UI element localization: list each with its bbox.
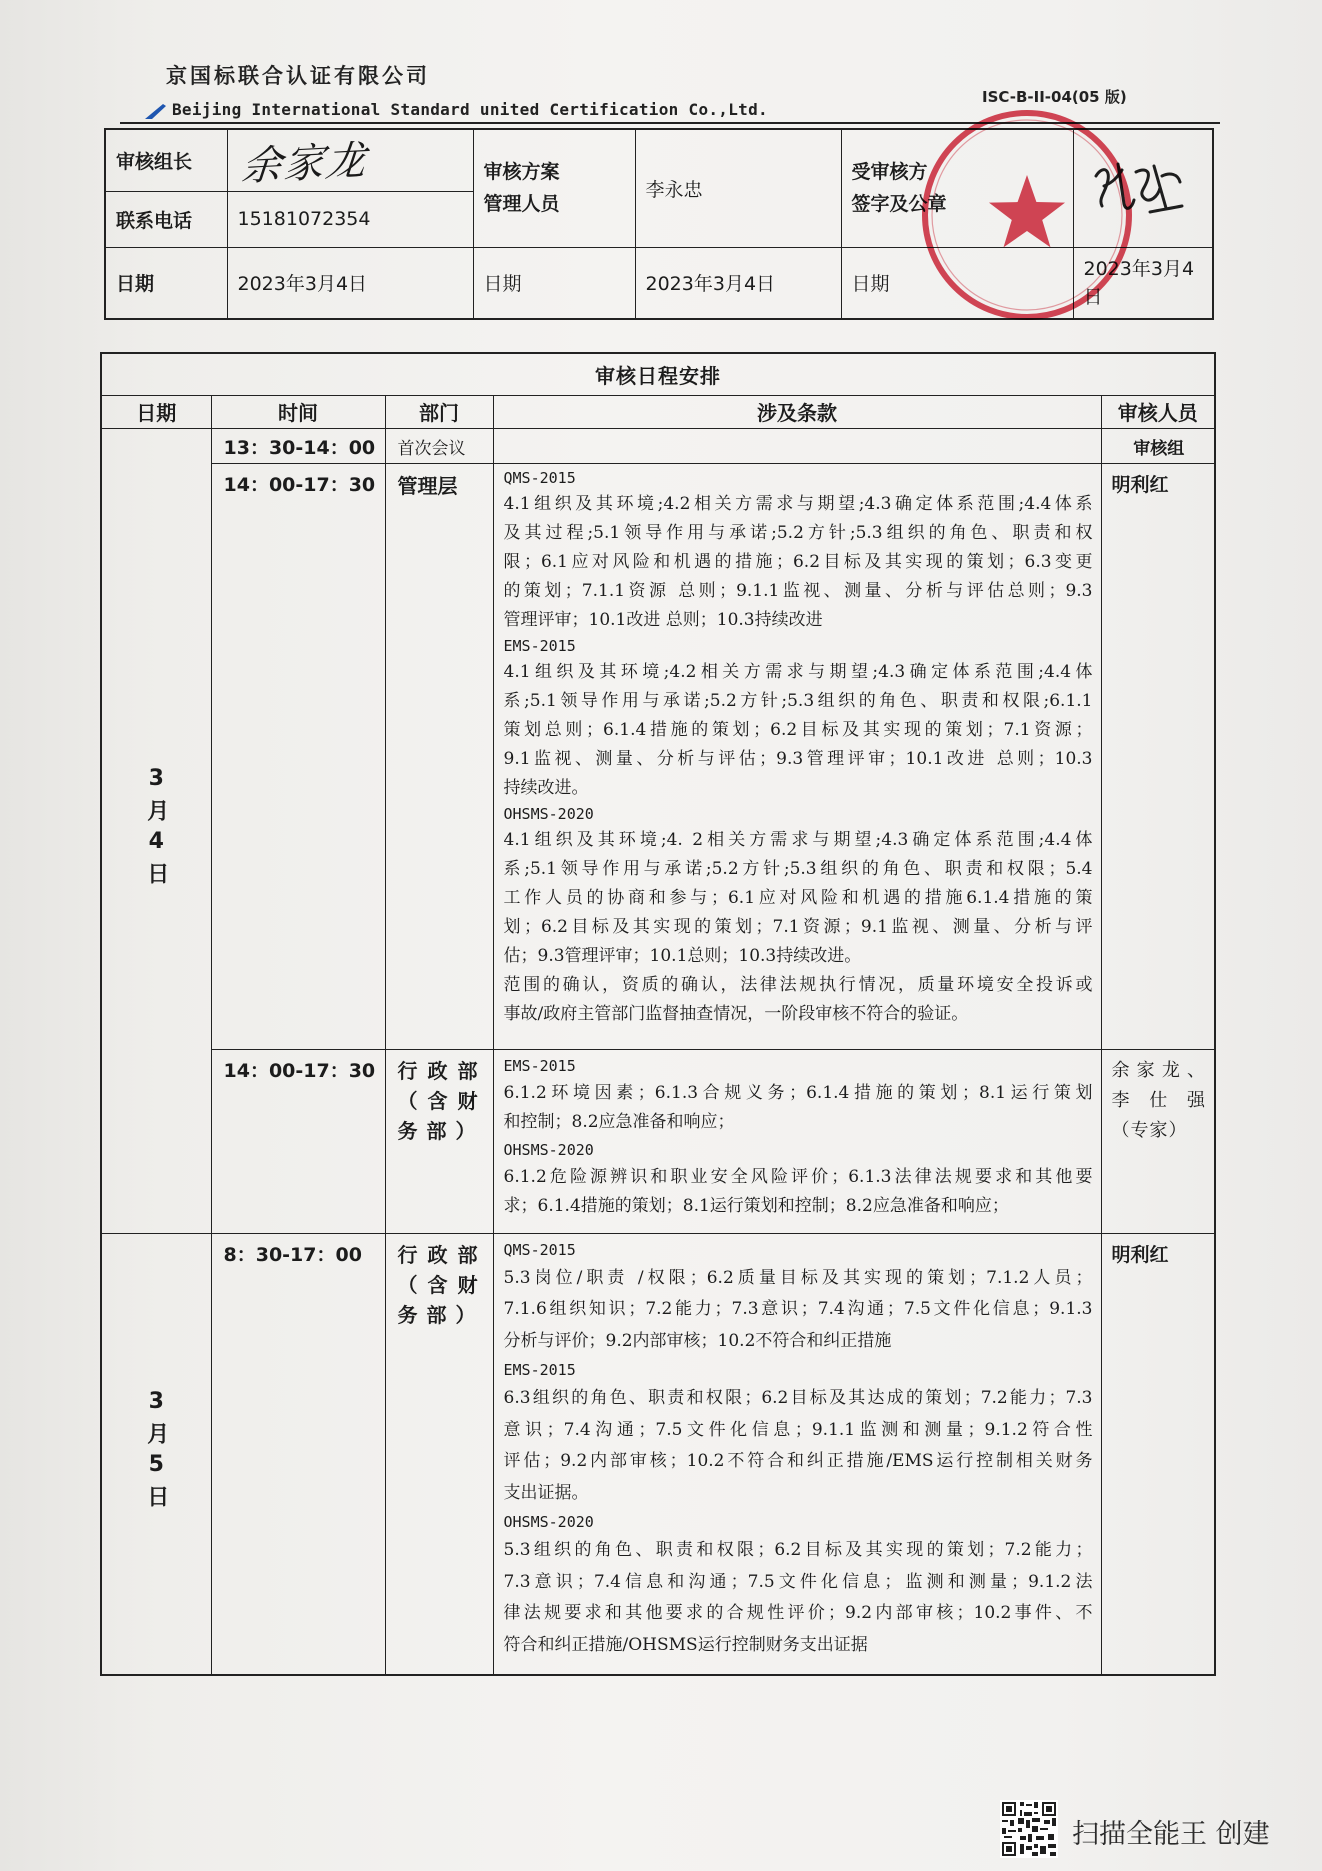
clause-line: 持续改进。 (503, 777, 589, 798)
auditee-date: 2023年3月4日 (1073, 247, 1213, 319)
qr-code-icon (1000, 1800, 1058, 1858)
standard-label: OHSMS-2020 (503, 804, 594, 823)
schedule-title-row (101, 353, 1215, 395)
signoff-row-dates (105, 247, 1213, 319)
plan-manager-name: 李永忠 (635, 129, 841, 247)
clause-line: 分析与评价；9.2内部审核；10.2不符合和纠正措施 (503, 1330, 892, 1351)
plan-manager-label-line: 审核方案 (483, 161, 560, 184)
clause-line: 划；6.2目标及其实现的策划；7.1资源；9.1监视、测量、分析与评 (503, 916, 1093, 937)
clause-line: 6.1.2环境因素；6.1.3合规义务；6.1.4措施的策划；8.1运行策划 (503, 1082, 1093, 1103)
date-label: 日期 (841, 247, 1073, 319)
schedule-row (101, 463, 1215, 1049)
date-label: 日期 (105, 247, 227, 319)
auditee-sign-label-line: 签字及公章 (851, 193, 947, 216)
clause-line: 工作人员的协商和参与；6.1应对风险和机遇的措施6.1.4措施的策 (503, 887, 1093, 908)
auditee-signature-cell (1073, 129, 1213, 247)
session-department: 行政部（含财务部） (397, 1058, 487, 1143)
team-leader-label: 审核组长 (105, 129, 227, 191)
session-department: 管理层 (385, 463, 493, 1049)
session-auditor: 审核组 (1101, 428, 1215, 463)
company-name-cn: 京国标联合认证有限公司 (166, 64, 430, 88)
session-department-cell (385, 1233, 493, 1675)
schedule-row (101, 428, 1215, 463)
clause-line: 9.1监视、测量、分析与评估；9.3管理评审；10.1改进 总则；10.3 (503, 748, 1093, 769)
schedule-title: 审核日程安排 (101, 353, 1215, 395)
session-department: 行政部（含财务部） (397, 1242, 487, 1327)
clause-line: 4.1组织及其环境;4.2相关方需求与期望;4.3确定体系范围;4.4体 (503, 661, 1093, 682)
session-time: 8：30-17：00 (211, 1233, 385, 1675)
column-header-clauses: 涉及条款 (493, 395, 1101, 428)
clause-line: 5.3组织的角色、职责和权限；6.2目标及其实现的策划；7.2能力； (503, 1540, 1093, 1560)
phone-number: 15181072354 (227, 191, 473, 247)
clause-line: 符合和纠正措施/OHSMS运行控制财务支出证据 (503, 1634, 868, 1655)
signoff-row-leader (105, 129, 1213, 191)
clause-line: 求；6.1.4措施的策划；8.1运行策划和控制；8.2应急准备和响应； (503, 1195, 1009, 1216)
column-header-time: 时间 (211, 395, 385, 428)
session-time: 14：00-17：30 (211, 1049, 385, 1233)
session-auditor: 明利红 (1101, 1233, 1215, 1675)
auditee-sign-label (841, 129, 1073, 247)
date-label: 日期 (473, 247, 635, 319)
session-department-cell (385, 1049, 493, 1233)
clause-line: 范围的确认，资质的确认，法律法规执行情况，质量环境安全投诉或 (503, 974, 1093, 995)
clause-line: 评估；9.2内部审核；10.2不符合和纠正措施/EMS运行控制相关财务 (503, 1451, 1093, 1471)
plan-manager-date: 2023年3月4日 (635, 247, 841, 319)
header-rule (120, 122, 1220, 124)
clause-line: 和控制；8.2应急准备和响应； (503, 1111, 735, 1132)
scanner-watermark-text: 扫描全能王 创建 (1072, 1819, 1270, 1850)
session-clauses (493, 463, 1101, 1049)
clauses-list (494, 1234, 1101, 1662)
day-date: 3月5日 (143, 1388, 169, 1515)
session-time: 14：00-17：30 (211, 463, 385, 1049)
clause-line: 系;5.1领导作用与承诺;5.2方针;5.3组织的角色、职责和权限；5.4 (503, 858, 1093, 879)
session-auditor: 余家龙、李仕强（专家） (1111, 1059, 1207, 1141)
session-clauses (493, 1049, 1101, 1233)
clauses-list (494, 429, 1101, 432)
day-date: 3月4日 (143, 765, 169, 892)
clause-line: 管理评审；10.1改进 总则；10.3持续改进 (503, 609, 823, 630)
session-clauses (493, 1233, 1101, 1675)
clause-line: 7.3意识；7.4信息和沟通；7.5文件化信息；监测和测量；9.1.2法 (503, 1571, 1093, 1592)
session-clauses (493, 428, 1101, 463)
clause-line: 的策划；7.1.1资源 总则；9.1.1监视、测量、分析与评估总则；9.3 (503, 580, 1093, 601)
clause-line: 及其过程;5.1领导作用与承诺;5.2方针;5.3组织的角色、职责和权 (503, 522, 1093, 543)
standard-label: QMS-2015 (503, 468, 576, 487)
standard-label: OHSMS-2020 (503, 1513, 594, 1531)
clause-line: 律法规要求和其他要求的合规性评价；9.2内部审核；10.2事件、不 (503, 1603, 1093, 1623)
company-name-en: Beijing International Standard united Certification Co.,Ltd. (172, 100, 768, 119)
session-time: 13：30-14：00 (211, 428, 385, 463)
clause-line: 估；9.3管理评审；10.1总则；10.3持续改进。 (503, 945, 862, 966)
clause-line: 意识；7.4沟通；7.5文件化信息；9.1.1监测和测量；9.1.2符合性 (503, 1419, 1093, 1440)
signoff-table (104, 128, 1214, 320)
team-leader-signature-cell (227, 129, 473, 191)
clause-line: 4.1组织及其环境;4.2相关方需求与期望;4.3确定体系范围;4.4体系 (503, 493, 1093, 514)
day-date-cell (101, 428, 211, 1233)
column-header-auditor: 审核人员 (1101, 395, 1215, 428)
clause-line: 6.1.2危险源辨识和职业安全风险评价；6.1.3法律法规要求和其他要 (503, 1166, 1093, 1187)
column-header-date: 日期 (101, 395, 211, 428)
clause-line: 4.1组织及其环境;4. 2相关方需求与期望;4.3确定体系范围;4.4体 (503, 829, 1093, 850)
phone-label: 联系电话 (105, 191, 227, 247)
clause-line: 策划总则；6.1.4措施的策划；6.2目标及其实现的策划；7.1资源； (503, 719, 1093, 740)
session-auditor: 明利红 (1101, 463, 1215, 1049)
team-leader-date: 2023年3月4日 (227, 247, 473, 319)
audit-schedule-table (100, 352, 1216, 1676)
standard-label: EMS-2015 (503, 1056, 576, 1075)
clause-line: 限；6.1应对风险和机遇的措施；6.2目标及其实现的策划；6.3变更 (503, 551, 1093, 572)
auditee-sign-label-line: 受审核方 (851, 161, 928, 184)
clause-line: 事故/政府主管部门监督抽查情况，一阶段审核不符合的验证。 (503, 1003, 969, 1024)
standard-label: EMS-2015 (503, 1361, 576, 1379)
clause-line: 支出证据。 (503, 1482, 589, 1503)
plan-manager-label-line: 管理人员 (483, 193, 560, 216)
clause-line: 系;5.1领导作用与承诺;5.2方针;5.3组织的角色、职责和权限;6.1.1 (503, 690, 1093, 711)
schedule-row (101, 1049, 1215, 1233)
standard-label: EMS-2015 (503, 636, 576, 655)
session-department: 首次会议 (385, 428, 493, 463)
clause-line: 5.3岗位/职责 /权限；6.2质量目标及其实现的策划；7.1.2人员； (503, 1267, 1093, 1288)
schedule-row (101, 1233, 1215, 1675)
team-leader-signature: 余家龙 (239, 137, 370, 191)
plan-manager-label (473, 129, 635, 247)
clauses-list (494, 464, 1101, 1029)
standard-label: OHSMS-2020 (503, 1140, 594, 1159)
clauses-list (494, 1050, 1101, 1221)
clause-line: 6.3组织的角色、职责和权限；6.2目标及其达成的策划；7.2能力；7.3 (503, 1388, 1093, 1408)
handwritten-signature-icon (1088, 146, 1188, 230)
clause-line: 7.1.6组织知识；7.2能力；7.3意识；7.4沟通；7.5文件化信息；9.1.3 (503, 1299, 1093, 1319)
schedule-header-row (101, 395, 1215, 428)
form-code: ISC-B-II-04(05 版) (982, 88, 1127, 106)
column-header-department: 部门 (385, 395, 493, 428)
standard-label: QMS-2015 (503, 1240, 576, 1259)
session-auditor-cell (1101, 1049, 1215, 1233)
day-date-cell (101, 1233, 211, 1675)
company-logo-icon (143, 103, 167, 120)
